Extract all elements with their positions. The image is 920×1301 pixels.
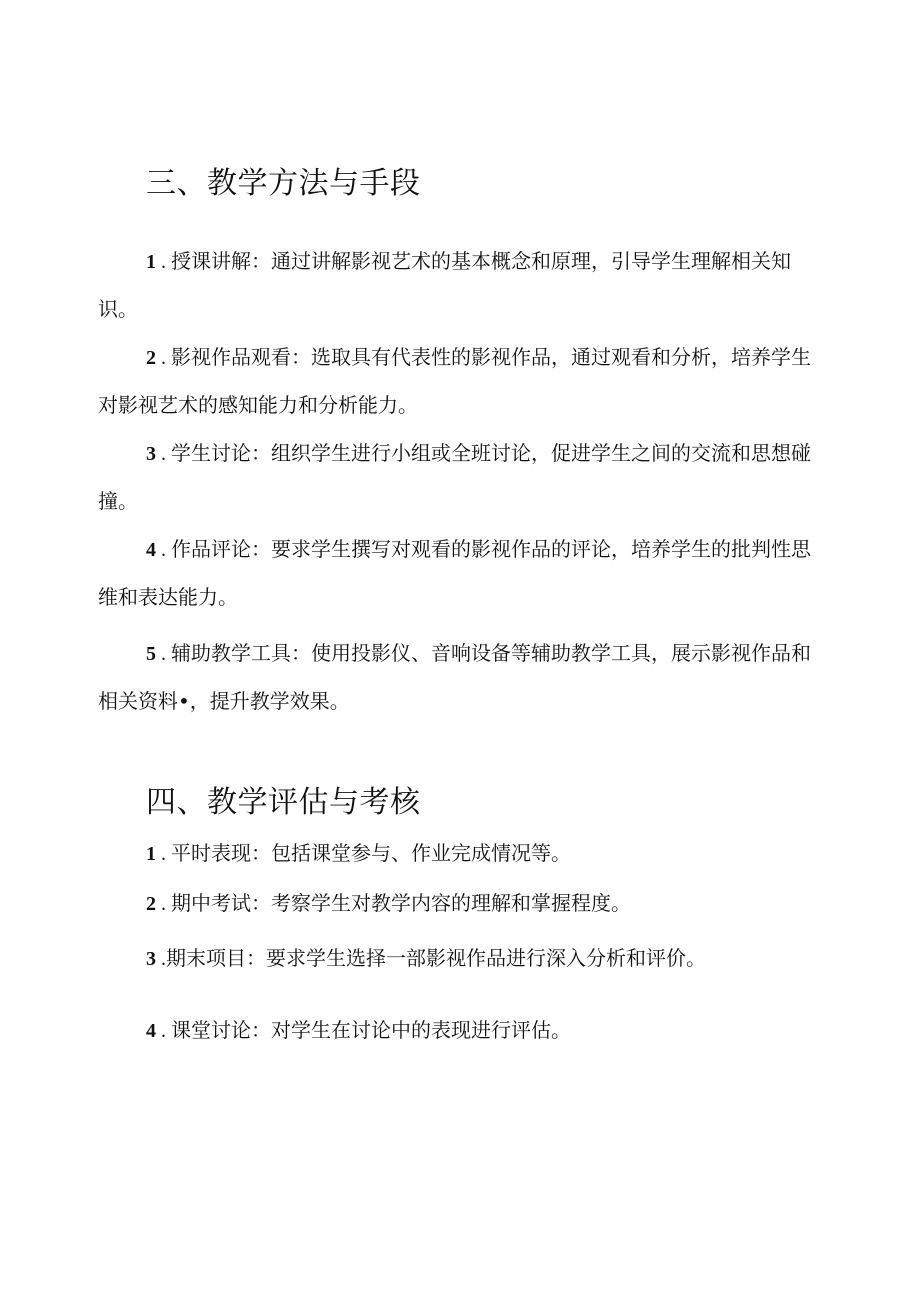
item-text: 授课讲解：通过讲解影视艺术的基本概念和原理，引导学生理解相关知识。: [98, 249, 791, 321]
item-separator: .: [156, 948, 166, 970]
item-number: 4: [146, 539, 156, 561]
item-separator: .: [156, 643, 171, 665]
item-text: 期末项目：要求学生选择一部影视作品进行深入分析和评价。: [166, 946, 706, 970]
item-separator: .: [156, 347, 171, 369]
assessment-item-3: [98, 935, 814, 983]
item-separator: .: [156, 843, 171, 865]
item-text: 影视作品观看：选取具有代表性的影视作品，通过观看和分析，培养学生对影视艺术的感知能力和分析能力。: [98, 345, 811, 417]
item-number: 2: [146, 347, 156, 369]
item-separator: .: [156, 539, 171, 561]
teaching-method-item-3: [98, 430, 814, 525]
item-number: 3: [146, 443, 156, 465]
teaching-method-item-2: [98, 334, 814, 429]
assessment-item-2: [98, 880, 814, 928]
assessment-item-1: [98, 830, 814, 878]
item-separator: .: [156, 443, 171, 465]
item-number: 1: [146, 843, 156, 865]
item-number: 4: [146, 1020, 156, 1042]
item-text: 学生讨论：组织学生进行小组或全班讨论，促进学生之间的交流和思想碰撞。: [98, 441, 811, 513]
item-text: 平时表现：包括课堂参与、作业完成情况等。: [171, 841, 571, 865]
teaching-method-item-1: [98, 238, 814, 333]
item-number: 3: [146, 948, 156, 970]
assessment-item-4: [98, 1007, 814, 1055]
teaching-method-item-5: [98, 630, 814, 725]
teaching-method-item-4: [98, 526, 814, 621]
item-text: 作品评论：要求学生撰写对观看的影视作品的评论，培养学生的批判性思维和表达能力。: [98, 537, 811, 609]
item-text: 期中考试：考察学生对教学内容的理解和掌握程度。: [171, 891, 631, 915]
section-4-heading: 四、教学评估与考核: [146, 785, 421, 820]
item-separator: .: [156, 1020, 171, 1042]
item-number: 2: [146, 893, 156, 915]
item-number: 5: [146, 643, 156, 665]
section-3-heading: 三、教学方法与手段: [146, 166, 421, 201]
item-separator: .: [156, 893, 171, 915]
item-number: 1: [146, 251, 156, 273]
item-separator: .: [156, 251, 171, 273]
item-text: 课堂讨论：对学生在讨论中的表现进行评估。: [171, 1018, 571, 1042]
item-text: 辅助教学工具：使用投影仪、音响设备等辅助教学工具，展示影视作品和相关资料•，提升教学效果。: [98, 641, 811, 713]
